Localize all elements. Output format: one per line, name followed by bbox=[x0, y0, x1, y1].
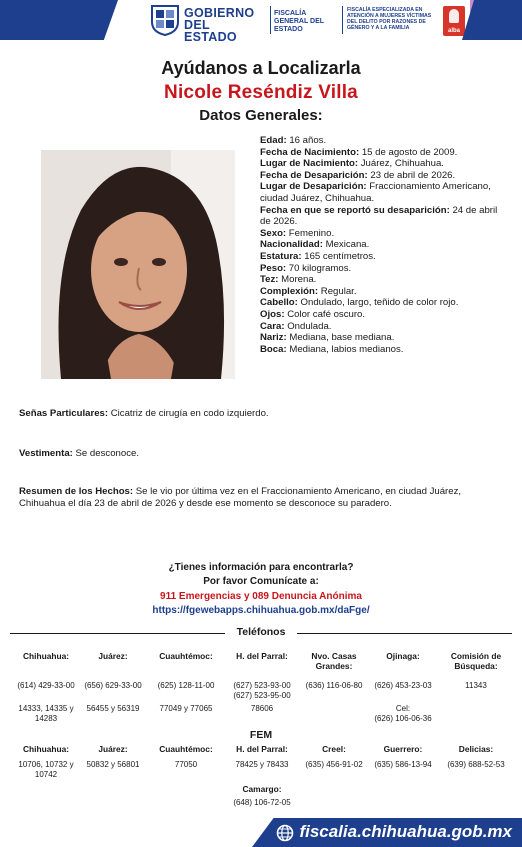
page-title: Ayúdanos a Localizarla bbox=[161, 58, 361, 78]
camargo-head: Camargo: bbox=[242, 784, 282, 794]
detail-row bbox=[260, 332, 500, 344]
extension-value: 14333, 14335 y 14283 bbox=[18, 704, 74, 723]
detail-label: Fecha en que se reportó su desaparición: bbox=[260, 204, 450, 216]
fem-col-head: Chihuahua: bbox=[22, 744, 70, 754]
detail-row bbox=[260, 135, 500, 147]
detail-value: 23 de abril de 2026. bbox=[367, 169, 456, 181]
detail-value: Mediana, labios medianos. bbox=[286, 343, 404, 355]
fem-col-head: Cuauhtémoc: bbox=[159, 744, 213, 754]
detail-label: Ojos: bbox=[260, 308, 285, 320]
senas-particulares: Señas Particulares: Cicatriz de cirugía en codo izquierdo. bbox=[19, 408, 269, 419]
detail-label: Nacionalidad: bbox=[260, 239, 323, 251]
detail-label: Edad: bbox=[260, 135, 287, 146]
alba-logo: alba bbox=[443, 6, 465, 36]
detail-row bbox=[260, 158, 500, 170]
detail-row bbox=[260, 263, 500, 275]
detail-row bbox=[260, 170, 500, 182]
detail-label: Cabello: bbox=[260, 297, 298, 309]
globe-icon bbox=[276, 824, 294, 842]
telefono-col-head: H. del Parral: bbox=[236, 651, 288, 661]
header-banner bbox=[0, 0, 522, 42]
header-divider bbox=[270, 6, 271, 34]
cta-question: ¿Tienes información para encontrarla? bbox=[168, 562, 354, 573]
telefono-col-head: Juárez: bbox=[98, 651, 128, 661]
detail-label: Peso: bbox=[260, 262, 287, 274]
fem-col-head: Creel: bbox=[322, 744, 346, 754]
vestimenta: Vestimenta: Se desconoce. bbox=[19, 448, 139, 459]
extension-value: 77049 y 77065 bbox=[159, 704, 213, 713]
fem-value: 10706, 10732 y 10742 bbox=[18, 760, 74, 779]
detail-label: Cara: bbox=[260, 320, 285, 332]
detail-value: Ondulada. bbox=[284, 320, 332, 332]
fem-title: FEM bbox=[249, 729, 273, 741]
detail-label: Fecha de Desaparición: bbox=[260, 169, 368, 181]
detail-value: 16 años. bbox=[286, 135, 327, 146]
telefono-col-head: Cuauhtémoc: bbox=[159, 651, 213, 661]
telefono-value: (614) 429-33-00 bbox=[17, 681, 75, 690]
telefono-value: (625) 128-11-00 bbox=[157, 681, 215, 690]
header-band-left bbox=[0, 0, 118, 40]
detail-row bbox=[260, 251, 500, 263]
cta-link[interactable]: https://fgewebapps.chihuahua.gob.mx/daFge/ bbox=[152, 605, 370, 616]
detail-value: 15 de agosto de 2009. bbox=[359, 146, 458, 158]
detail-label: Tez: bbox=[260, 274, 279, 286]
detail-value: Femenino. bbox=[286, 227, 335, 239]
fem-value: 77050 bbox=[174, 760, 198, 769]
fiscalia-especializada-text: FISCALÍA ESPECIALIZADA EN ATENCIÓN A MUJERES VÍCTIMAS DEL DELITO POR RAZONES DE GÉNERO Y A LA FAMILIA bbox=[347, 7, 432, 31]
footer bbox=[0, 818, 522, 847]
fem-col-head: Juárez: bbox=[98, 744, 128, 754]
extension-value: 78606 bbox=[250, 704, 274, 713]
footer-site[interactable]: fiscalia.chihuahua.gob.mx bbox=[299, 822, 512, 841]
telefono-col-head: Ojinaga: bbox=[386, 651, 420, 661]
camargo-value: (648) 106-72-05 bbox=[233, 798, 291, 807]
detail-label: Sexo: bbox=[260, 227, 287, 239]
detail-row bbox=[260, 181, 500, 204]
cta-emergencias: 911 Emergencias y 089 Denuncia Anónima bbox=[160, 591, 362, 602]
telefono-col-head: Nvo. Casas Grandes: bbox=[311, 651, 357, 671]
detail-label: Lugar de Nacimiento: bbox=[260, 158, 359, 170]
fem-col-head: H. del Parral: bbox=[236, 744, 288, 754]
telefonos-title: Teléfonos bbox=[236, 626, 286, 638]
detail-value: 24 de abril de 2026. bbox=[260, 204, 498, 228]
missing-person-name: Nicole Reséndiz Villa bbox=[164, 82, 358, 103]
detail-row bbox=[260, 297, 500, 309]
detail-label: Estatura: bbox=[260, 250, 302, 262]
fem-col-head: Guerrero: bbox=[383, 744, 423, 754]
telefono-value: (636) 116-06-80 bbox=[305, 681, 363, 690]
fem-col-head: Delicias: bbox=[458, 744, 494, 754]
detail-label: Complexión: bbox=[260, 285, 319, 297]
detail-value: Ondulado, largo, teñido de color rojo. bbox=[297, 297, 459, 309]
detail-value: Morena. bbox=[278, 274, 317, 286]
resumen-hechos: Resumen de los Hechos: Se le vio por última vez en el Fraccionamiento Americano, en ciudad Juárez, Chihuahua el día 23 de abril de 2026 y desde ese momento se desconoce su paradero. bbox=[19, 486, 462, 509]
telefono-value: (626) 453-23-03 bbox=[374, 681, 432, 690]
extension-value: 56455 y 56319 bbox=[86, 704, 140, 713]
detail-row bbox=[260, 286, 500, 298]
detail-value: Regular. bbox=[318, 285, 357, 297]
section-title: Datos Generales: bbox=[199, 107, 323, 124]
detail-value: Mexicana. bbox=[322, 239, 370, 251]
detail-value: Mediana, base mediana. bbox=[286, 332, 395, 344]
detail-row bbox=[260, 147, 500, 159]
detail-row bbox=[260, 239, 500, 251]
detail-row bbox=[260, 309, 500, 321]
telefono-value: (656) 629-33-00 bbox=[84, 681, 142, 690]
fiscalia-logo-text: FISCALÍA GENERAL DEL ESTADO bbox=[274, 10, 324, 33]
detail-row bbox=[260, 344, 500, 356]
cta-comunicate: Por favor Comunícate a: bbox=[203, 576, 319, 587]
shield-icon bbox=[150, 4, 180, 36]
detail-value: Juárez, Chihuahua. bbox=[358, 158, 444, 170]
extension-value: Cel: (626) 106-06-36 bbox=[374, 704, 432, 723]
telefono-value: 11343 bbox=[465, 681, 487, 690]
detail-row bbox=[260, 205, 500, 228]
gobierno-logo-text: GOBIERNO DEL ESTADO bbox=[184, 6, 255, 44]
detail-label: Boca: bbox=[260, 343, 287, 355]
fem-value: 50832 y 56801 bbox=[86, 760, 140, 769]
detail-label: Lugar de Desaparición: bbox=[260, 181, 367, 193]
detail-label: Nariz: bbox=[260, 332, 287, 344]
detail-row bbox=[260, 274, 500, 286]
person-photo bbox=[41, 150, 235, 379]
divider-line bbox=[297, 633, 512, 634]
detail-value: 70 kilogramos. bbox=[286, 262, 352, 274]
fem-value: (635) 586-13-94 bbox=[374, 760, 432, 769]
alba-figure-icon bbox=[449, 9, 459, 23]
telefono-col-head: Comisión de Búsqueda: bbox=[450, 651, 502, 671]
detail-value: Fraccionamiento Americano, ciudad Juárez, Chihuahua. bbox=[260, 181, 491, 204]
fem-value: 78425 y 78433 bbox=[235, 760, 289, 769]
fem-value: (635) 456-91-02 bbox=[305, 760, 363, 769]
fem-value: (639) 688-52-53 bbox=[447, 760, 505, 769]
details-list bbox=[260, 135, 500, 355]
detail-label: Fecha de Nacimiento: bbox=[260, 146, 360, 158]
telefono-value: (627) 523-93-00 (627) 523-95-00 bbox=[233, 681, 291, 700]
detail-value: 165 centímetros. bbox=[301, 250, 376, 262]
detail-row bbox=[260, 228, 500, 240]
header-divider bbox=[342, 6, 343, 34]
telefono-col-head: Chihuahua: bbox=[22, 651, 70, 661]
detail-value: Color café oscuro. bbox=[284, 308, 366, 320]
detail-row bbox=[260, 321, 500, 333]
